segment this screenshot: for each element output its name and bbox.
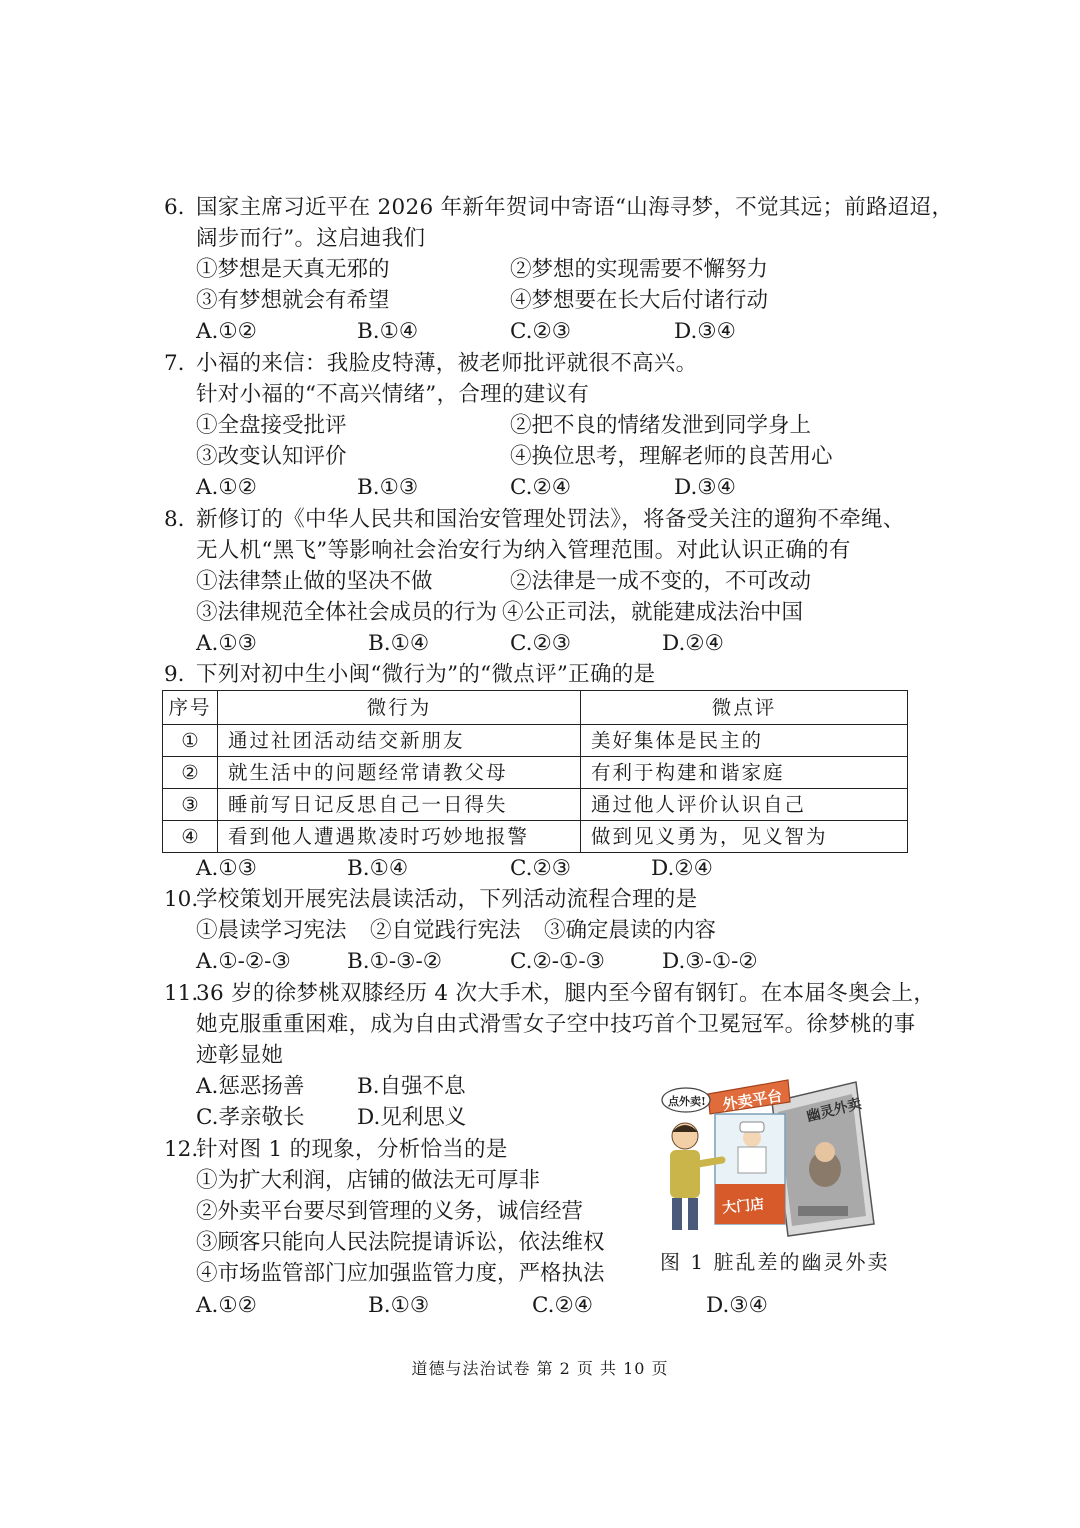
q7-stem-line2: 针对小福的“不高兴情绪”，合理的建议有 [196,382,590,407]
q10-statement-2: ②自觉践行宪法 [370,918,521,943]
table-cell-index: ① [163,725,218,757]
table-cell-comment: 通过他人评价认识自己 [581,789,908,821]
q8-statement-1: ①法律禁止做的坚决不做 [196,569,433,594]
q11-stem-line3: 迹彰显她 [196,1043,284,1068]
q6-statement-1: ①梦想是天真无邪的 [196,257,390,282]
q11-choice-a[interactable]: A.惩恶扬善 [196,1074,305,1099]
q9-choice-b[interactable]: B.①④ [347,856,409,881]
q7-choice-b[interactable]: B.①③ [357,475,419,500]
q10-choice-a[interactable]: A.①-②-③ [196,949,291,974]
q9-choice-a[interactable]: A.①③ [196,856,257,881]
q12-statement-3: ③顾客只能向人民法院提请诉讼，依法维权 [196,1230,605,1255]
table-cell-behavior: 看到他人遭遇欺凌时巧妙地报警 [218,821,581,853]
q9-choice-c[interactable]: C.②③ [510,856,572,881]
table-row [163,789,908,821]
ghost-takeout-label: 幽灵外卖 [804,1096,864,1126]
table-cell-behavior: 通过社团活动结交新朋友 [218,725,581,757]
q6-number: 6. [164,195,185,220]
q7-choice-c[interactable]: C.②④ [510,475,572,500]
q6-statement-2: ②梦想的实现需要不懈努力 [510,257,769,282]
q10-stem: 学校策划开展宪法晨读活动，下列活动流程合理的是 [196,887,698,912]
q8-choice-a[interactable]: A.①③ [196,631,257,656]
q6-choice-c[interactable]: C.②③ [510,319,572,344]
q8-stem-line2: 无人机“黑飞”等影响社会治安行为纳入管理范围。对此认识正确的有 [196,538,851,563]
q10-choice-b[interactable]: B.①-③-② [347,949,442,974]
table-header-row [163,691,908,725]
q12-number: 12. [164,1137,199,1162]
q12-statement-2: ②外卖平台要尽到管理的义务，诚信经营 [196,1199,584,1224]
q6-statement-4: ④梦想要在长大后付诸行动 [510,288,769,313]
q12-stem: 针对图 1 的现象，分析恰当的是 [196,1137,508,1162]
table-cell-comment: 美好集体是民主的 [581,725,908,757]
table-row [163,821,908,853]
q10-choice-d[interactable]: D.③-①-② [662,949,758,974]
q10-number: 10. [164,887,199,912]
table-cell-comment: 有利于构建和谐家庭 [581,757,908,789]
table-cell-index: ② [163,757,218,789]
q6-choice-b[interactable]: B.①④ [357,319,419,344]
q11-number: 11. [164,981,199,1006]
q11-choice-b[interactable]: B.自强不息 [357,1074,466,1099]
q7-choice-d[interactable]: D.③④ [674,475,736,500]
q8-choice-d[interactable]: D.②④ [662,631,724,656]
platform-label: 外卖平台 [721,1086,784,1114]
q8-statement-3: ③法律规范全体社会成员的行为 [196,600,498,625]
q10-choice-c[interactable]: C.②-①-③ [510,949,605,974]
q6-stem-line2: 阔步而行”。这启迪我们 [196,226,426,251]
q8-statement-2: ②法律是一成不变的，不可改动 [510,569,812,594]
q6-choice-d[interactable]: D.③④ [674,319,736,344]
q12-statement-4: ④市场监管部门应加强监管力度，严格执法 [196,1261,605,1286]
q6-statement-3: ③有梦想就会有希望 [196,288,390,313]
table-header-behavior: 微行为 [218,691,581,725]
speech-bubble-text: 点外卖! [668,1095,706,1108]
q7-choice-a[interactable]: A.①② [196,475,257,500]
table-header-index: 序号 [163,691,218,725]
q12-choice-a[interactable]: A.①② [196,1293,257,1318]
q7-statement-4: ④换位思考，理解老师的良苦用心 [510,444,833,469]
q9-stem: 下列对初中生小闽“微行为”的“微点评”正确的是 [196,662,656,687]
q12-choice-b[interactable]: B.①③ [368,1293,430,1318]
customer-figure [670,1123,722,1230]
ghost-takeout-cartoon [660,1074,875,1239]
table-cell-index: ③ [163,789,218,821]
q12-choice-c[interactable]: C.②④ [532,1293,594,1318]
table-cell-index: ④ [163,821,218,853]
q9-choice-d[interactable]: D.②④ [651,856,713,881]
q12-choice-d[interactable]: D.③④ [706,1293,768,1318]
q11-choice-d[interactable]: D.见利思义 [357,1105,467,1130]
q10-statement-1: ①晨读学习宪法 [196,918,347,943]
q6-stem-line1: 国家主席习近平在 2026 年新年贺词中寄语“山海寻梦，不觉其远；前路迢迢， [196,195,954,220]
q8-number: 8. [164,507,185,532]
q7-number: 7. [164,351,185,376]
q7-stem-line1: 小福的来信：我脸皮特薄，被老师批评就很不高兴。 [196,351,698,376]
q11-stem-line1: 36 岁的徐梦桃双膝经历 4 次大手术，腿内至今留有钢钉。在本届冬奥会上， [196,981,936,1006]
q10-statement-3: ③确定晨读的内容 [544,918,717,943]
q7-statement-3: ③改变认知评价 [196,444,347,469]
table-row [163,757,908,789]
q6-choice-a[interactable]: A.①② [196,319,257,344]
table-header-comment: 微点评 [581,691,908,725]
q7-statement-1: ①全盘接受批评 [196,413,347,438]
q8-stem-line1: 新修订的《中华人民共和国治安管理处罚法》，将备受关注的遛狗不牵绳、 [196,507,905,532]
q9-number: 9. [164,662,185,687]
q8-statement-4: ④公正司法，就能建成法治中国 [502,600,804,625]
table-cell-behavior: 就生活中的问题经常请教父母 [218,757,581,789]
q9-table [162,690,908,853]
q12-statement-1: ①为扩大利润，店铺的做法无可厚非 [196,1168,541,1193]
q8-choice-b[interactable]: B.①④ [368,631,430,656]
page-footer: 道德与法治试卷 第 2 页 共 10 页 [411,1359,669,1378]
table-cell-comment: 做到见义勇为，见义智为 [581,821,908,853]
shop-label: 大门店 [721,1196,765,1217]
table-row [163,725,908,757]
figure-caption: 图 1 脏乱差的幽灵外卖 [660,1250,890,1274]
table-cell-behavior: 睡前写日记反思自己一日得失 [218,789,581,821]
q8-choice-c[interactable]: C.②③ [510,631,572,656]
q7-statement-2: ②把不良的情绪发泄到同学身上 [510,413,812,438]
q11-stem-line2: 她克服重重困难，成为自由式滑雪女子空中技巧首个卫冕冠军。徐梦桃的事 [196,1012,916,1037]
q11-choice-c[interactable]: C.孝亲敬长 [196,1105,305,1130]
